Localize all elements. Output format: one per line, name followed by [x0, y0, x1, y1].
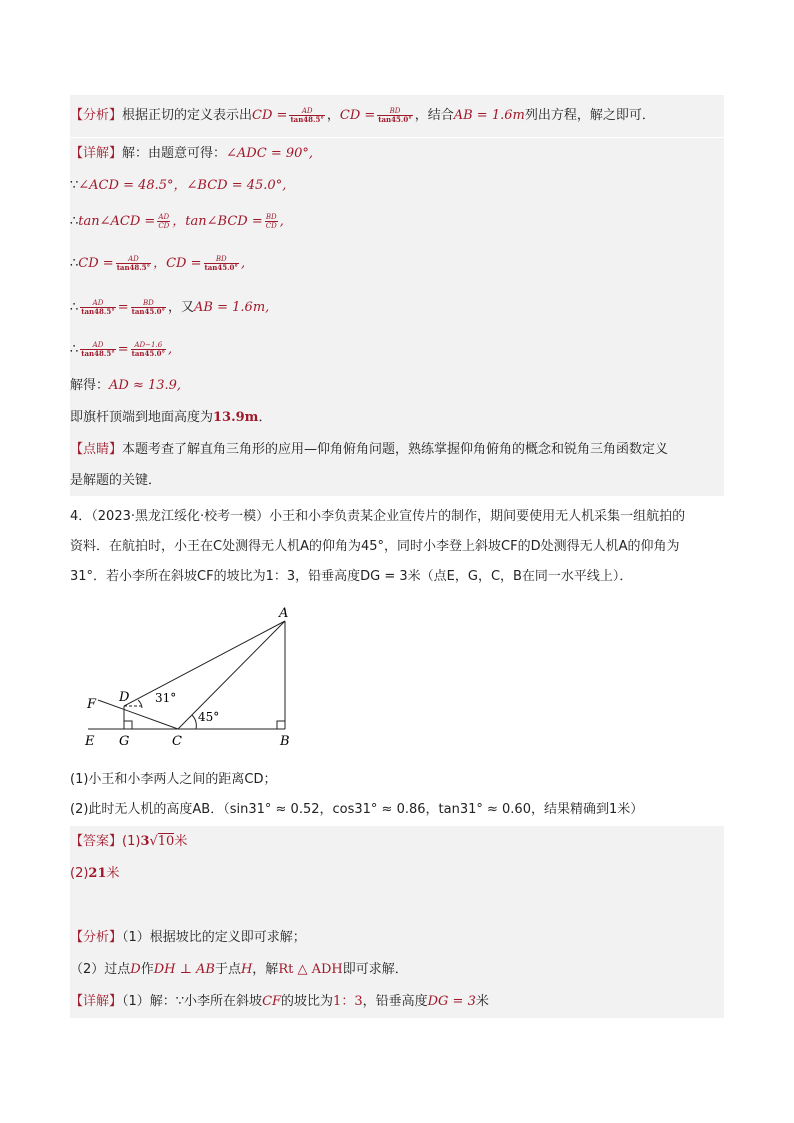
solution-text: 即旗杆顶端到地面高度为 [70, 410, 214, 425]
label-d: D [119, 690, 130, 705]
detail-text: ，铅垂高度 [362, 994, 428, 1009]
label-b: B [280, 734, 290, 749]
fraction: $\frac{AD}{\tan 48.5^\circ}$ [81, 299, 115, 316]
fraction: $\frac{BD}{\tan 45.0^\circ}$ [204, 255, 238, 272]
angle-arc-c [192, 715, 196, 729]
analysis-text: ，解 [252, 962, 279, 977]
analysis-text: 于点 [214, 962, 241, 977]
therefore-symbol: ∴ [70, 300, 79, 315]
fraction: $\frac{AD}{CD}$ [158, 213, 170, 230]
solution-line-9 [70, 402, 724, 434]
sqrt-symbol: √ [149, 834, 158, 849]
therefore-symbol: ∴ [70, 342, 79, 357]
subquestion-text: (1)小王和小李两人之间的距离CD； [70, 772, 277, 787]
analysis-text: 即可求解． [342, 962, 408, 977]
solution-text: 解得： [70, 378, 110, 393]
segment-ac [178, 621, 285, 729]
detail2-line [70, 986, 724, 1018]
math-expr: H [240, 962, 253, 977]
math-expr: , [279, 214, 284, 229]
comment-tag: 【点睛】 [70, 442, 123, 457]
answer-prefix: (2) [70, 866, 89, 881]
analysis-text: ，结合 [414, 108, 454, 123]
solution-text: ，又 [168, 300, 195, 315]
therefore-symbol: ∴ [70, 214, 79, 229]
comment-text: 是解题的关键． [70, 473, 162, 488]
answer-radicand: 10 [157, 834, 175, 849]
detail-text: 的坡比为 [281, 994, 334, 1009]
answer-value: 21 [88, 866, 107, 881]
math-expr: , [168, 342, 173, 357]
math-expr: CD = [252, 108, 288, 123]
question-text: 资料．在航拍时，小王在C处测得无人机A的仰角为45°，同时小李登上斜坡CF的D处测得无人机A的仰角为 [70, 539, 680, 554]
math-expr: 1：3 [333, 994, 363, 1009]
solution-line-5 [70, 242, 724, 286]
question-source: （2023·黑龙江绥化·校考一模） [91, 509, 270, 524]
detail-text: 解：由题意可得： [122, 146, 227, 161]
analysis-tag: 【分析】 [70, 930, 123, 945]
result-value: 13.9m [213, 410, 259, 425]
solution-line-7 [70, 330, 724, 370]
math-expr: ，tan∠BCD = [172, 214, 263, 229]
math-expr: ，CD = [153, 256, 202, 271]
answer-prefix: (1) [122, 834, 141, 849]
separator: ， [326, 108, 340, 123]
answer-spacer [70, 890, 724, 922]
detail-tag: 【详解】 [70, 146, 123, 161]
math-expr: tan∠ACD = [78, 214, 156, 229]
answer-unit: 米 [106, 866, 120, 881]
solution-text: ． [258, 410, 272, 425]
label-e: E [85, 734, 95, 749]
math-expr: Rt △ ADH [278, 962, 343, 977]
math-expr: ∠ADC = 90°, [226, 146, 314, 161]
detail-text: （1）解：∵小李所在斜坡 [122, 994, 263, 1009]
answer-tag: 【答案】 [70, 834, 123, 849]
math-expr: AB = 1.6m [453, 108, 525, 123]
analysis2-line-1 [70, 922, 724, 954]
angle-label-c: 45° [198, 710, 220, 724]
analysis-text: 列出方程，解之即可． [524, 108, 655, 123]
right-angle-b [277, 721, 285, 729]
answer-line-2 [70, 858, 724, 890]
fraction: $\frac{BD}{\tan 45.0^\circ}$ [378, 107, 412, 124]
analysis-line [70, 95, 724, 137]
analysis-tag: 【分析】 [70, 108, 123, 123]
math-expr: AD ≈ 13.9, [109, 378, 182, 393]
math-expr: CD = [78, 256, 114, 271]
comment-line-2 [70, 466, 724, 496]
label-c: C [172, 734, 182, 749]
question-text: 31°．若小李所在斜坡CF的坡比为1：3，铅垂高度DG = 3米（点E，G，C，B在同一水平线上）． [70, 569, 633, 584]
angle-arc-d [138, 700, 142, 708]
answer-line-1 [70, 826, 724, 858]
right-angle-g [124, 721, 132, 729]
therefore-symbol: ∴ [70, 256, 79, 271]
analysis-text: （1）根据坡比的定义即可求解； [122, 930, 306, 945]
math-expr: = [117, 300, 129, 315]
label-a: A [279, 606, 289, 621]
label-g: G [119, 734, 130, 749]
question-line-3 [70, 563, 724, 591]
fraction: $\frac{AD}{\tan 48.5^\circ}$ [81, 341, 115, 358]
math-expr: D [130, 962, 141, 977]
label-f: F [87, 697, 97, 712]
question-line-1 [70, 503, 724, 531]
therefore-symbol: ∵ [70, 178, 79, 193]
fraction: $\frac{AD-1.6}{\tan 45.0^\circ}$ [131, 341, 166, 358]
math-expr: DH ⊥ AB [153, 962, 215, 977]
solution-line-3 [70, 170, 724, 202]
solution-line-6 [70, 286, 724, 330]
question-text: 小王和小李负责某企业宣传片的制作，期间要使用无人机采集一组航拍的 [269, 509, 686, 524]
math-expr: , [265, 300, 270, 315]
math-expr: CD = [339, 108, 376, 123]
analysis-text: （2）过点 [70, 962, 131, 977]
fraction: $\frac{AD}{\tan 48.5^\circ}$ [116, 255, 151, 272]
analysis-text: 作 [140, 962, 154, 977]
subquestion-1 [70, 767, 724, 793]
geometry-figure [80, 600, 320, 755]
comment-line-1 [70, 434, 724, 466]
math-expr: CF [262, 994, 282, 1009]
subquestion-text: (2)此时无人机的高度AB．（sin31° ≈ 0.52，cos31° ≈ 0.86，tan31° ≈ 0.60，结果精确到1米） [70, 802, 644, 817]
detail-line [70, 138, 724, 170]
math-expr: AB = 1.6m [194, 300, 266, 315]
subquestion-2 [70, 797, 724, 823]
fraction: $\frac{BD}{\tan 45.0^\circ}$ [131, 299, 166, 316]
question-line-2 [70, 533, 724, 561]
solution-line-4 [70, 202, 724, 242]
fraction: $\frac{BD}{CD}$ [265, 213, 277, 230]
angle-label-d: 31° [155, 691, 177, 705]
solution-line-8 [70, 370, 724, 402]
answer-coef: 3 [140, 834, 150, 849]
math-expr: ∠ACD = 48.5°，∠BCD = 45.0°, [78, 178, 287, 193]
analysis-text: 根据正切的定义表示出 [122, 108, 253, 123]
math-expr: = [117, 342, 129, 357]
segment-ad [124, 621, 285, 706]
fraction: $\frac{AD}{\tan 48.5^\circ}$ [290, 107, 324, 124]
detail-tag: 【详解】 [70, 994, 123, 1009]
math-expr: , [240, 256, 246, 271]
answer-unit: 米 [174, 834, 188, 849]
math-expr: DG = 3 [427, 994, 476, 1009]
analysis2-line-2 [70, 954, 724, 986]
detail-text: 米 [475, 994, 489, 1009]
comment-text: 本题考查了解直角三角形的应用—仰角俯角问题，熟练掌握仰角俯角的概念和锐角三角函数定义 [122, 442, 669, 457]
question-number: 4． [70, 509, 92, 524]
